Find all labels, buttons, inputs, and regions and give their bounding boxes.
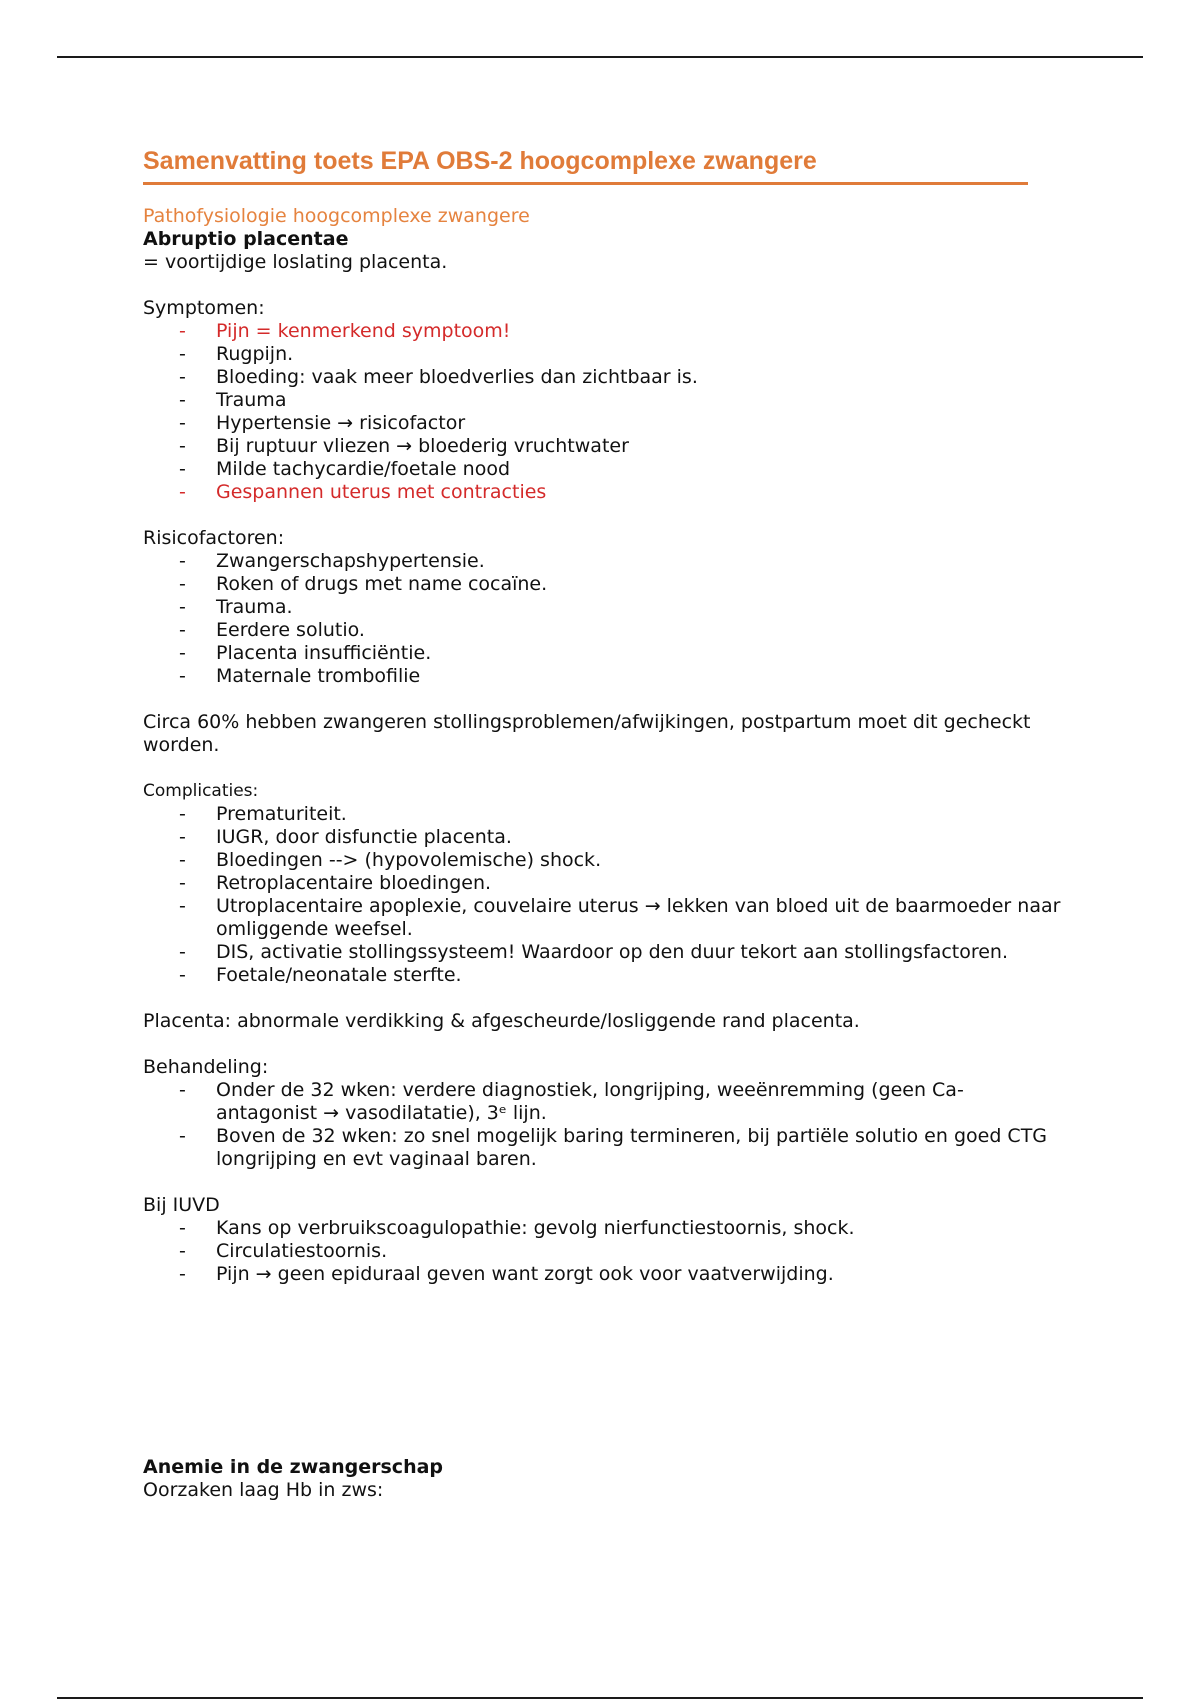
list-item: - Roken of drugs met name cocaïne. xyxy=(143,573,1063,596)
list-item: - Pijn = kenmerkend symptoom! xyxy=(143,320,1063,343)
list-item: - Foetale/neonatale sterfte. xyxy=(143,964,1063,987)
list-item: - Bloedingen --> (hypovolemische) shock. xyxy=(143,849,1063,872)
list-item: - Placenta insufficiëntie. xyxy=(143,642,1063,665)
anemie-heading: Anemie in de zwangerschap xyxy=(143,1456,444,1478)
list-item: - Milde tachycardie/foetale nood xyxy=(143,458,1063,481)
behandeling-label: Behandeling: xyxy=(143,1056,269,1078)
placenta-note: Placenta: abnormale verdikking & afgescheurde/losliggende rand placenta. xyxy=(143,1010,860,1032)
anemie-oorzaken-label: Oorzaken laag Hb in zws: xyxy=(143,1479,384,1501)
list-item: - Circulatiestoornis. xyxy=(143,1240,1063,1263)
footer-rule xyxy=(57,1697,1143,1699)
section-subtitle: Pathofysiologie hoogcomplexe zwangere xyxy=(143,205,530,227)
title-underline xyxy=(143,182,1028,185)
complicaties-label: Complicaties: xyxy=(143,781,259,801)
complicaties-list xyxy=(143,803,1063,987)
document-body xyxy=(143,146,1063,1502)
list-item: - DIS, activatie stollingssysteem! Waardoor op den duur tekort aan stollingsfactoren. xyxy=(143,941,1063,964)
behandeling-list xyxy=(143,1079,1063,1171)
stolling-note: Circa 60% hebben zwangeren stollingsproblemen/afwijkingen, postpartum moet dit gecheckt worden. xyxy=(143,711,1031,756)
list-item: - Trauma. xyxy=(143,596,1063,619)
list-item: - Retroplacentaire bloedingen. xyxy=(143,872,1063,895)
risicofactoren-list xyxy=(143,550,1063,688)
list-item: - IUGR, door disfunctie placenta. xyxy=(143,826,1063,849)
list-item: - Onder de 32 wken: verdere diagnostiek, longrijping, weeënremming (geen Ca-antagonist → vasodilatatie), 3ᵉ lijn. xyxy=(143,1079,1063,1125)
list-item: - Trauma xyxy=(143,389,1063,412)
risicofactoren-label: Risicofactoren: xyxy=(143,527,285,549)
list-item: - Maternale trombofilie xyxy=(143,665,1063,688)
list-item: - Rugpijn. xyxy=(143,343,1063,366)
list-item: - Utroplacentaire apoplexie, couvelaire uterus → lekken van bloed uit de baarmoeder naar omliggende weefsel. xyxy=(143,895,1063,941)
list-item: - Kans op verbruikscoagulopathie: gevolg nierfunctiestoornis, shock. xyxy=(143,1217,1063,1240)
iuvd-list xyxy=(143,1217,1063,1286)
document-title: Samenvatting toets EPA OBS-2 hoogcomplexe zwangere xyxy=(143,147,817,175)
list-item: - Eerdere solutio. xyxy=(143,619,1063,642)
list-item: - Bij ruptuur vliezen → bloederig vruchtwater xyxy=(143,435,1063,458)
list-item: - Zwangerschapshypertensie. xyxy=(143,550,1063,573)
list-item: - Boven de 32 wken: zo snel mogelijk baring termineren, bij partiële solutio en goed CTG longrijping en evt vaginaal baren. xyxy=(143,1125,1063,1171)
list-item: - Prematuriteit. xyxy=(143,803,1063,826)
list-item: - Hypertensie → risicofactor xyxy=(143,412,1063,435)
abruptio-definition: = voortijdige loslating placenta. xyxy=(143,251,448,273)
symptomen-list xyxy=(143,320,1063,504)
list-item: - Gespannen uterus met contracties xyxy=(143,481,1063,504)
symptomen-label: Symptomen: xyxy=(143,297,265,319)
abruptio-heading: Abruptio placentae xyxy=(143,228,349,250)
iuvd-label: Bij IUVD xyxy=(143,1194,220,1216)
list-item: - Bloeding: vaak meer bloedverlies dan zichtbaar is. xyxy=(143,366,1063,389)
list-item: - Pijn → geen epiduraal geven want zorgt ook voor vaatverwijding. xyxy=(143,1263,1063,1286)
header-rule xyxy=(57,56,1143,58)
